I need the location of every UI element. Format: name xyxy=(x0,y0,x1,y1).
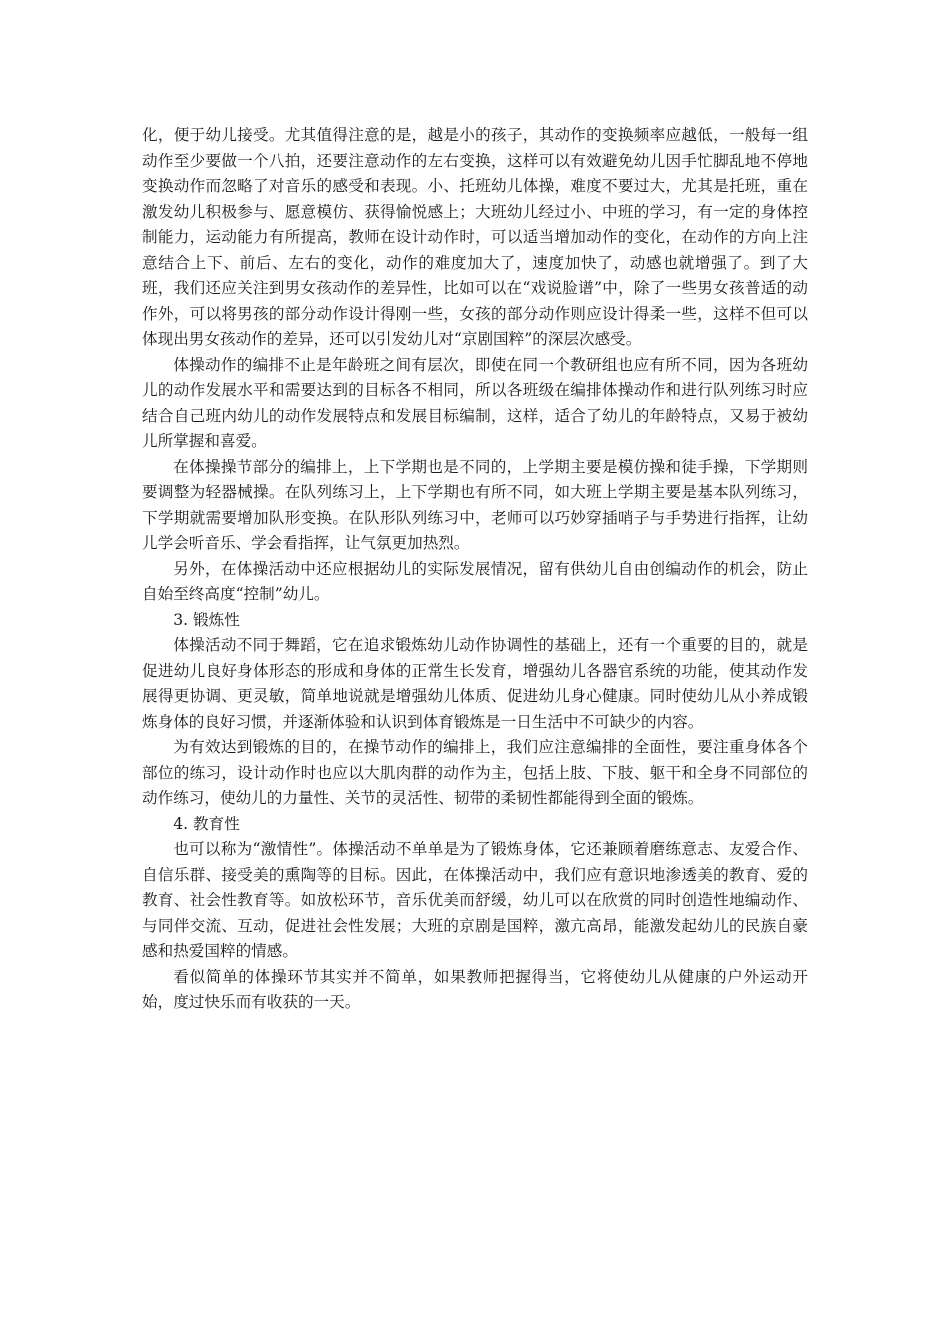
document-body xyxy=(142,123,808,1016)
paragraph-age-levels: 体操动作的编排不止是年龄班之间有层次，即使在同一个教研组也应有所不同，因为各班幼儿的动作发展水平和需要达到的目标各不相同，所以各班级在编排体操动作和进行队列练习时应结合自己班内幼儿的动作发展特点和发展目标编制，这样，适合了幼儿的年龄特点，又易于被幼儿所掌握和喜爱。 xyxy=(142,355,808,450)
paragraph-semesters: 在体操操节部分的编排上，上下学期也是不同的，上学期主要是模仿操和徒手操，下学期则要调整为轻器械操。在队列练习上，上下学期也有所不同，如大班上学期主要是基本队列练习，下学期就需要增加队形变换。在队形队列练习中，老师可以巧妙穿插哨子与手势进行指挥，让幼儿学会听音乐、学会看指挥，让气氛更加热烈。 xyxy=(142,457,808,552)
section-heading-exercise: 3. 锻炼性 xyxy=(173,610,240,629)
paragraph-free-creation: 另外，在体操活动中还应根据幼儿的实际发展情况，留有供幼儿自由创编动作的机会，防止自始至终高度“控制”幼儿。 xyxy=(142,559,808,603)
paragraph-exercise-purpose: 体操活动不同于舞蹈，它在追求锻炼幼儿动作协调性的基础上，还有一个重要的目的，就是促进幼儿良好身体形态的形成和身体的正常生长发育，增强幼儿各器官系统的功能，使其动作发展得更协调、更灵敏，简单地说就是增强幼儿体质、促进幼儿身心健康。同时使幼儿从小养成锻炼身体的良好习惯，并逐渐体验和认识到体育锻炼是一日生活中不可缺少的内容。 xyxy=(142,636,808,731)
paragraph-continuation: 化，便于幼儿接受。尤其值得注意的是，越是小的孩子，其动作的变换频率应越低，一般每一组动作至少要做一个八拍，还要注意动作的左右变换，这样可以有效避免幼儿因手忙脚乱地不停地变换动作而忽略了对音乐的感受和表现。小、托班幼儿体操，难度不要过大，尤其是托班，重在激发幼儿积极参与、愿意模仿、获得愉悦感上；大班幼儿经过小、中班的学习，有一定的身体控制能力，运动能力有所提高，教师在设计动作时，可以适当增加动作的变化，在动作的方向上注意结合上下、前后、左右的变化，动作的难度加大了，速度加快了，动感也就增强了。到了大班，我们还应关注到男女孩动作的差异性，比如可以在“戏说脸谱”中，除了一些男女孩普适的动作外，可以将男孩的部分动作设计得刚一些，女孩的部分动作则应设计得柔一些，这样不但可以体现出男女孩动作的差异，还可以引发幼儿对“京剧国粹”的深层次感受。 xyxy=(142,126,808,348)
section-heading-education: 4. 教育性 xyxy=(173,814,240,833)
paragraph-conclusion: 看似简单的体操环节其实并不简单，如果教师把握得当，它将使幼儿从健康的户外运动开始，度过快乐而有收获的一天。 xyxy=(142,967,808,1011)
paragraph-exercise-method: 为有效达到锻炼的目的，在操节动作的编排上，我们应注意编排的全面性，要注重身体各个部位的练习，设计动作时也应以大肌肉群的动作为主，包括上肢、下肢、躯干和全身不同部位的动作练习，使幼儿的力量性、关节的灵活性、韧带的柔韧性都能得到全面的锻炼。 xyxy=(142,738,808,807)
paragraph-education: 也可以称为“激情性”。体操活动不单单是为了锻炼身体，它还兼顾着磨练意志、友爱合作、自信乐群、接受美的熏陶等的目标。因此，在体操活动中，我们应有意识地渗透美的教育、爱的教育、社会性教育等。如放松环节，音乐优美而舒缓，幼儿可以在欣赏的同时创造性地编动作、与同伴交流、互动，促进社会性发展；大班的京剧是国粹，激亢高昂，能激发起幼儿的民族自豪感和热爱国粹的情感。 xyxy=(142,840,808,960)
